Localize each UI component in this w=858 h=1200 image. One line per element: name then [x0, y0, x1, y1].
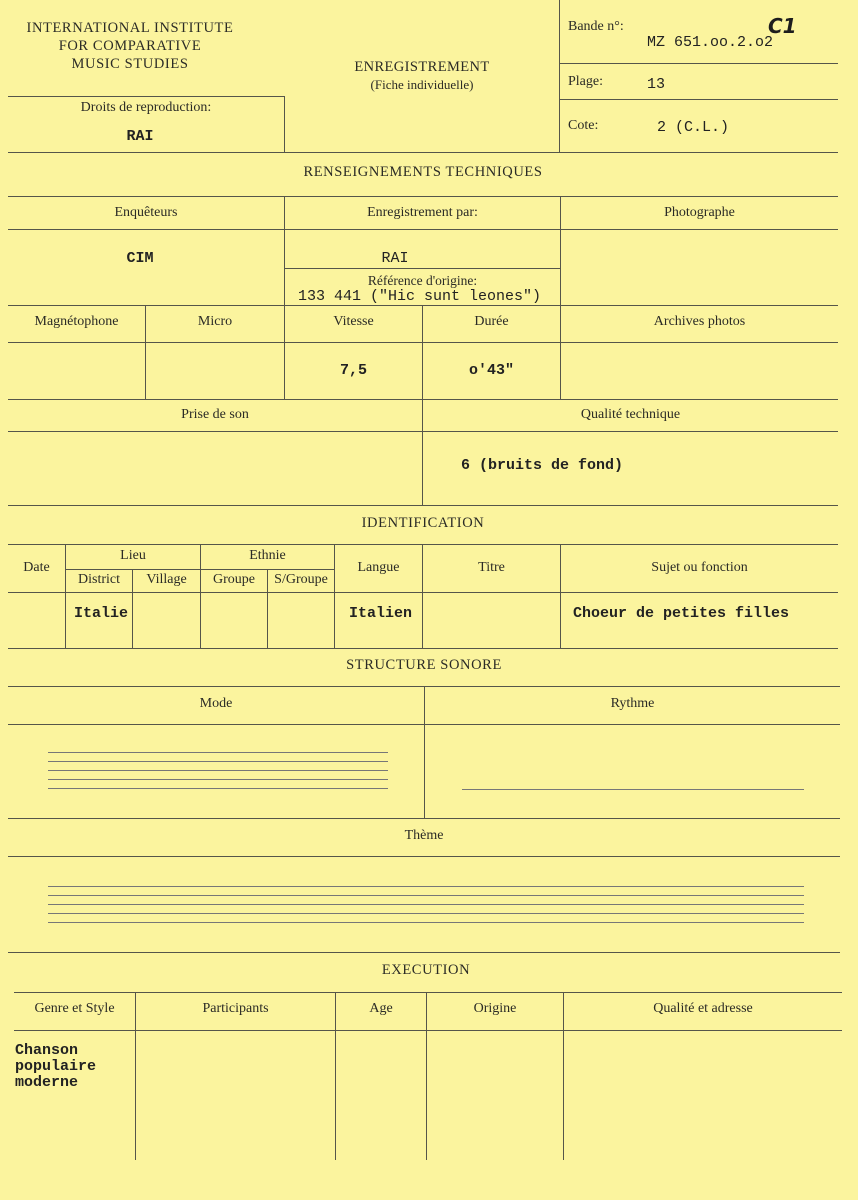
mode-label: Mode [199, 696, 233, 711]
langue-value: Italien [349, 605, 413, 622]
vitesse-label: Vitesse [333, 314, 374, 329]
theme-label: Thème [404, 828, 444, 843]
enqueteurs-label: Enquêteurs [114, 205, 178, 220]
section-heading-identification: IDENTIFICATION [361, 515, 485, 531]
bande-label: Bande n°: [568, 19, 624, 34]
section-heading-technique: RENSEIGNEMENTS TECHNIQUES [303, 164, 543, 180]
district-label: District [78, 572, 120, 587]
enregistrement-par-label: Enregistrement par: [367, 205, 478, 220]
document-title: ENREGISTREMENT [354, 59, 490, 75]
reference-origine-label: Référence d'origine: [367, 273, 478, 288]
qualite-technique-label: Qualité technique [580, 407, 681, 422]
section-heading-execution: EXECUTION [381, 962, 471, 978]
enregistrement-par-value: RAI [381, 250, 409, 267]
prise-de-son-label: Prise de son [181, 407, 249, 422]
institute-line3: MUSIC STUDIES [71, 56, 189, 72]
genre-line-1: Chanson [15, 1042, 79, 1059]
duree-label: Durée [474, 314, 509, 329]
sujet-fonction-value: Choeur de petites filles [573, 605, 790, 622]
droits-label: Droits de reproduction: [80, 100, 212, 115]
droits-value: RAI [126, 128, 154, 145]
rythme-label: Rythme [610, 696, 655, 711]
handwritten-mark: C1 [768, 14, 797, 38]
vitesse-value: 7,5 [339, 362, 367, 379]
cote-value: 2 (C.L.) [657, 119, 730, 136]
archives-photos-label: Archives photos [653, 314, 746, 329]
photographe-label: Photographe [664, 205, 735, 220]
qualite-technique-value: 6 (bruits de fond) [461, 457, 624, 474]
magnetophone-label: Magnétophone [34, 314, 119, 329]
sous-groupe-label: S/Groupe [274, 572, 328, 587]
enqueteurs-value: CIM [126, 250, 154, 267]
langue-label: Langue [357, 560, 400, 575]
section-heading-structure: STRUCTURE SONORE [346, 657, 502, 673]
genre-style-value [15, 1043, 96, 1091]
plage-value: 13 [647, 76, 666, 93]
reference-origine-value: 133 441 ("Hic sunt leones") [298, 288, 542, 305]
genre-line-3: moderne [15, 1074, 79, 1091]
groupe-label: Groupe [213, 572, 255, 587]
institute-line1: INTERNATIONAL INSTITUTE [26, 20, 234, 36]
document-subtitle: (Fiche individuelle) [370, 77, 474, 92]
age-label: Age [369, 1001, 393, 1016]
sujet-fonction-label: Sujet ou fonction [651, 560, 748, 575]
district-value: Italie [74, 605, 129, 622]
ethnie-label: Ethnie [249, 548, 286, 563]
cote-label: Cote: [568, 118, 599, 133]
institute-name [4, 19, 256, 73]
bande-value: MZ 651.oo.2.o2 [647, 34, 774, 51]
lieu-label: Lieu [120, 548, 146, 563]
date-label: Date [23, 560, 50, 575]
genre-style-label: Genre et Style [34, 1001, 115, 1016]
micro-label: Micro [197, 314, 233, 329]
plage-label: Plage: [568, 74, 603, 89]
institute-line2: FOR COMPARATIVE [58, 38, 202, 54]
origine-label: Origine [473, 1001, 517, 1016]
village-label: Village [146, 572, 187, 587]
qualite-adresse-label: Qualité et adresse [653, 1001, 753, 1016]
duree-value: o'43" [468, 362, 514, 379]
genre-line-2: populaire [15, 1058, 97, 1075]
participants-label: Participants [202, 1001, 269, 1016]
titre-label: Titre [478, 560, 505, 575]
